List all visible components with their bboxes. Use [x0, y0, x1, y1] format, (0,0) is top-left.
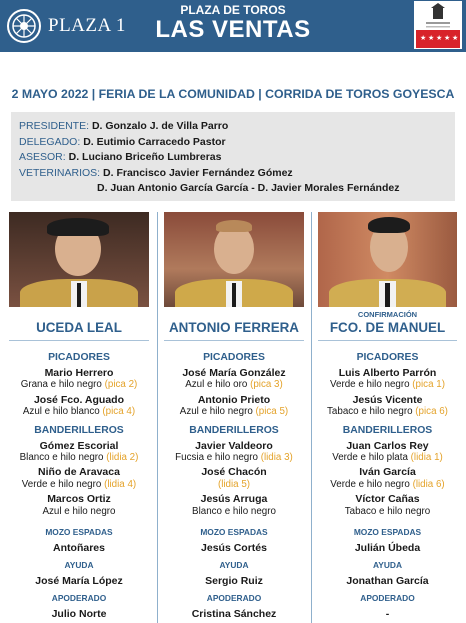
plaza-1-logo-icon — [6, 8, 42, 44]
ayuda-name: Jonathan García — [346, 575, 429, 588]
mozo-heading: MOZO ESPADAS — [45, 527, 113, 538]
picador-name: Antonio Prieto — [197, 393, 271, 406]
header-bar — [0, 0, 466, 52]
asesor-line: ASESOR: D. Luciano Briceño Lumbreras — [19, 151, 222, 164]
building-icon — [414, 1, 462, 31]
torero-photo — [9, 212, 149, 307]
banderilleros-heading: BANDERILLEROS — [342, 424, 433, 436]
banderillero-name: Iván García — [359, 466, 416, 479]
mozo-heading: MOZO ESPADAS — [353, 527, 422, 538]
apoderado-heading: APODERADO — [51, 593, 107, 604]
brand-name: PLAZA 1 — [48, 15, 126, 36]
ayuda-heading: AYUDA — [372, 560, 402, 571]
picador-name: Mario Herrero — [44, 367, 114, 379]
mozo-name: Antoñares — [53, 542, 105, 555]
mozo-heading: MOZO ESPADAS — [200, 527, 268, 538]
officials-box — [11, 112, 455, 201]
banderillero-detail: Verde e hilo negro (lidia 4) — [21, 478, 137, 490]
banderillero-name: Juan Carlos Rey — [346, 439, 429, 452]
banderillero-name: José Chacón — [201, 466, 267, 479]
banderillero-detail: Verde e hilo negro (lidia 6) — [330, 478, 445, 490]
apoderado-name: Cristina Sánchez — [191, 608, 277, 621]
torero-column-3 — [318, 212, 457, 621]
column-divider — [311, 212, 312, 623]
banderillero-detail: Tabaco e hilo negro — [344, 505, 431, 517]
torero-name: ANTONIO FERRERA — [169, 320, 299, 335]
picador-detail: Grana e hilo negro (pica 2) — [20, 379, 138, 391]
torero-name: FCO. DE MANUEL — [329, 320, 446, 335]
apoderado-name: - — [385, 608, 390, 621]
picadores-heading: PICADORES — [203, 352, 265, 363]
apoderado-heading: APODERADO — [360, 593, 415, 604]
banderillero-detail: Fucsia e hilo negro (lidia 3) — [175, 452, 293, 464]
veterinarios-line-2: D. Juan Antonio García García - D. Javier Morales Fernández — [97, 182, 400, 195]
banderillero-name: Gómez Escorial — [39, 439, 119, 452]
column-divider — [157, 212, 158, 623]
picador-name: José María González — [182, 367, 286, 379]
delegado-line: DELEGADO: D. Eutimio Carracedo Pastor — [19, 135, 226, 148]
name-underline — [9, 340, 149, 341]
header-subtitle: PLAZA DE TOROS — [180, 3, 286, 17]
ayuda-heading: AYUDA — [219, 560, 249, 571]
banderillero-detail: Verde e hilo plata (lidia 1) — [332, 452, 443, 464]
cuadrilla-list — [164, 351, 304, 620]
torero-column-1 — [9, 212, 149, 621]
madrid-flag-icon: ★ ★ ★ ★ ★ — [416, 30, 460, 48]
picadores-heading: PICADORES — [48, 352, 110, 363]
mozo-name: Julián Úbeda — [354, 542, 421, 555]
name-underline — [318, 340, 457, 341]
torero-column-2 — [164, 212, 304, 621]
picador-name: José Fco. Aguado — [33, 393, 125, 406]
ayuda-name: Sergio Ruiz — [205, 575, 263, 588]
picador-detail: Azul e hilo negro (pica 5) — [179, 406, 289, 418]
banderillero-name: Marcos Ortiz — [47, 493, 111, 506]
picador-detail: Tabaco e hilo negro (pica 6) — [327, 406, 448, 418]
banderillero-name: Javier Valdeoro — [195, 439, 273, 452]
picador-detail: Verde e hilo negro (pica 1) — [330, 379, 445, 391]
ayuda-name: José María López — [35, 575, 123, 588]
name-underline — [164, 340, 304, 341]
banderilleros-heading: BANDERILLEROS — [34, 424, 124, 436]
torero-name: UCEDA LEAL — [36, 320, 122, 335]
apoderado-name: Julio Norte — [51, 608, 107, 621]
banderillero-name: Niño de Aravaca — [38, 466, 120, 479]
picadores-heading: PICADORES — [356, 352, 419, 363]
torero-photo — [318, 212, 457, 307]
ayuda-heading: AYUDA — [64, 560, 94, 571]
banderillero-detail: Blanco e hilo negro — [192, 505, 276, 517]
header-title: LAS VENTAS — [155, 16, 311, 43]
picador-detail: Azul e hilo blanco (pica 4) — [22, 406, 136, 418]
banderillero-name: Jesús Arruga — [200, 493, 268, 506]
event-dateline: 2 MAYO 2022 | FERIA DE LA COMUNIDAD | CORRIDA DE TOROS GOYESCA — [11, 87, 455, 101]
banderilleros-heading: BANDERILLEROS — [189, 424, 279, 436]
veterinarios-line: VETERINARIOS: D. Francisco Javier Fernández Gómez — [19, 166, 293, 179]
mozo-name: Jesús Cortés — [201, 542, 267, 555]
presidente-line: PRESIDENTE: D. Gonzalo J. de Villa Parro — [19, 120, 229, 132]
banderillero-detail: Blanco e hilo negro (lidia 2) — [19, 452, 139, 464]
cuadrilla-list — [9, 351, 149, 620]
banderillero-detail: (lidia 5) — [217, 478, 251, 490]
picador-name: Luis Alberto Parrón — [338, 367, 437, 379]
picador-detail: Azul e hilo oro (pica 3) — [185, 379, 283, 391]
cuadrilla-list — [318, 351, 457, 620]
banderillero-detail: Azul e hilo negro — [42, 505, 116, 517]
banderillero-name: Víctor Cañas — [355, 493, 420, 506]
confirmacion-label: CONFIRMACIÓN — [357, 310, 418, 319]
apoderado-heading: APODERADO — [206, 593, 262, 604]
torero-photo — [164, 212, 304, 307]
picador-name: Jesús Vicente — [352, 393, 423, 406]
